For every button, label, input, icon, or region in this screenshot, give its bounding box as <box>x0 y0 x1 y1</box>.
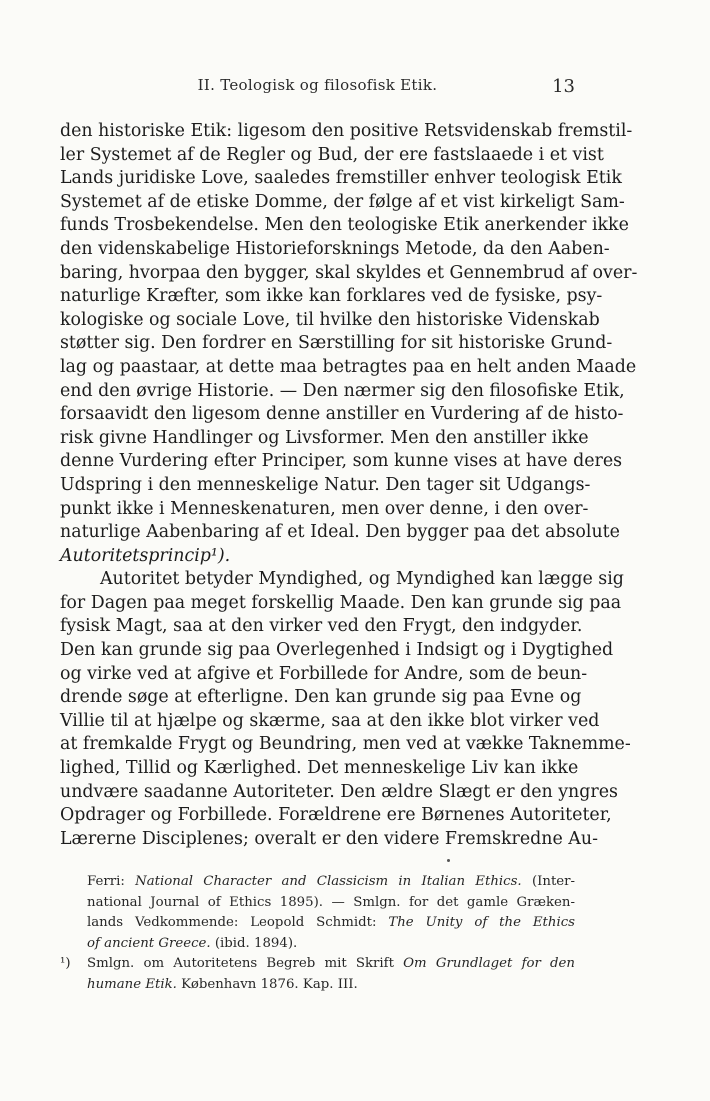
footnote-line <box>60 954 575 975</box>
text-line: baring, hvorpaa den bygger, skal skyldes et Gennembrud af over- <box>60 262 638 283</box>
footnote-work-title: Om Grundlaget for den <box>403 956 575 971</box>
footnotes <box>60 872 575 995</box>
text-line: undvære saadanne Autoriteter. Den ældre Slægt er den yngres <box>60 781 618 802</box>
text-line: Villie til at hjælpe og skærme, saa at den ikke blot virker ved <box>60 710 600 731</box>
footnote-text: (Inter- <box>521 874 576 889</box>
footnote-line <box>60 893 575 914</box>
page-number: 13 <box>552 76 575 97</box>
text-line: Udspring i den menneskelige Natur. Den tager sit Udgangs- <box>60 474 591 495</box>
text-line: den historiske Etik: ligesom den positive Retsvidenskab fremstil- <box>60 121 633 141</box>
text-line: for Dagen paa meget forskellig Maade. Den kan grunde sig paa <box>60 592 622 613</box>
chapter-title: II. Teologisk og filosofisk Etik. <box>197 76 438 94</box>
text-line: fysisk Magt, saa at den virker ved den Frygt, den indgyder. <box>60 616 583 637</box>
footnote-work-title: The Unity of the Ethics <box>388 915 575 930</box>
footnote-work-title: of ancient Greece. <box>87 935 211 951</box>
text-line: Lærerne Disciplenes; overalt er den videre Fremskredne Au- <box>60 828 598 849</box>
text-line: lag og paastaar, at dette maa betragtes paa en helt anden Maade <box>60 356 637 377</box>
text-line: funds Trosbekendelse. Men den teologiske Etik anerkender ikke <box>60 215 629 236</box>
footnote-work-title: humane Etik. <box>87 976 177 992</box>
text-line: forsaavidt den ligesom denne anstiller en Vurdering af de histo- <box>60 404 624 425</box>
text-line: drende søge at efterligne. Den kan grunde sig paa Evne og <box>60 687 582 708</box>
footnote-text: national Journal of Ethics 1895). — Smlgn. for det gamle Græken- <box>87 894 575 910</box>
body-text <box>60 120 638 851</box>
footnote-text: (ibid. 1894). <box>210 935 298 951</box>
footnote-line <box>60 872 575 893</box>
text-line: naturlige Aabenbaring af et Ideal. Den bygger paa det absolute <box>60 522 620 543</box>
footnote-line <box>60 975 575 996</box>
footnote-line <box>60 913 575 934</box>
text-line: Den kan grunde sig paa Overlegenhed i Indsigt og i Dygtighed <box>60 640 614 661</box>
text-line: Autoritet betyder Myndighed, og Myndighed kan lægge sig <box>100 569 624 590</box>
text-line: punkt ikke i Menneskenaturen, men over denne, i den over- <box>60 498 589 519</box>
text-line: Lands juridiske Love, saaledes fremstiller enhver teologisk Etik <box>60 168 622 189</box>
text-line: risk givne Handlinger og Livsformer. Men den anstiller ikke <box>60 427 589 448</box>
text-line: Opdrager og Forbillede. Forældrene ere Børnenes Autoriteter, <box>60 805 612 826</box>
text-line: Systemet af de etiske Domme, der følge af et vist kirkeligt Sam- <box>60 191 625 212</box>
text-line: lighed, Tillid og Kærlighed. Det menneskelige Liv kan ikke <box>60 758 579 779</box>
text-line: og virke ved at afgive et Forbillede for Andre, som de beun- <box>60 663 588 684</box>
footnote-text: lands Vedkommende: Leopold Schmidt: <box>87 915 389 930</box>
footnote-text: Smlgn. om Autoritetens Begreb mit Skrift <box>87 956 404 971</box>
running-header <box>60 76 575 102</box>
text-line: ler Systemet af de Regler og Bud, der ere fastslaaede i et vist <box>60 144 604 165</box>
stray-mark <box>447 859 450 862</box>
text-line: naturlige Kræfter, som ikke kan forklares ved de fysiske, psy- <box>60 286 603 307</box>
footnote-text: København 1876. Kap. III. <box>176 976 358 992</box>
text-line: at fremkalde Frygt og Beundring, men ved at vække Taknemme- <box>60 734 631 755</box>
text-line: støtter sig. Den fordrer en Særstilling for sit historiske Grund- <box>60 333 613 354</box>
text-line: end den øvrige Historie. — Den nærmer sig den filosofiske Etik, <box>60 380 625 401</box>
footnote-work-title: National Character and Classicism in Italian Ethics. <box>135 874 522 889</box>
footnote-author: Ferri: <box>87 874 136 889</box>
footnote-marker: ¹) <box>60 956 71 971</box>
text-line: denne Vurdering efter Principer, som kunne vises at have deres <box>60 451 623 472</box>
footnote-line <box>60 934 575 955</box>
text-line: Autoritetsprincip¹). <box>60 545 231 566</box>
text-line: den videnskabelige Historieforsknings Metode, da den Aaben- <box>60 238 610 259</box>
text-line: kologiske og sociale Love, til hvilke den historiske Videnskab <box>60 309 600 330</box>
